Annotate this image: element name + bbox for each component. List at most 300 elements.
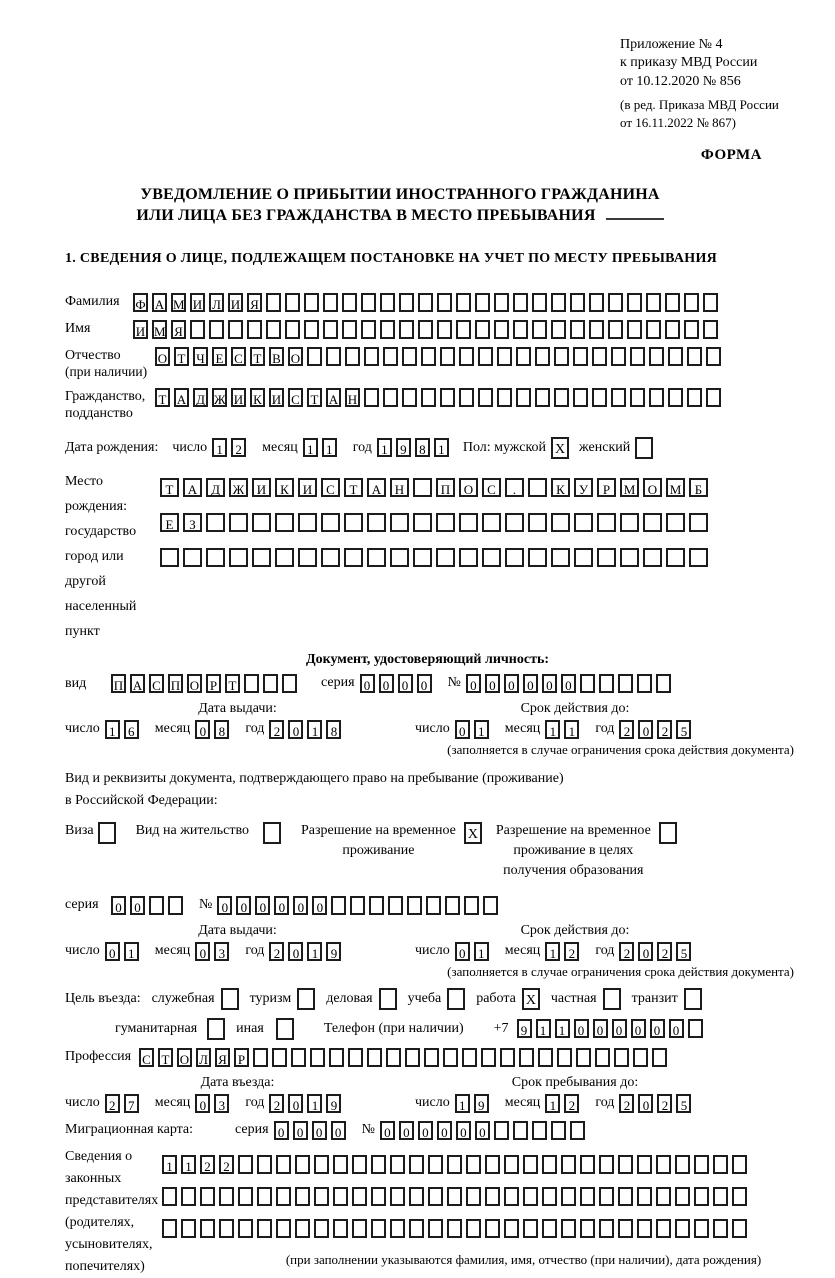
form-cell[interactable]	[608, 320, 623, 339]
form-cell[interactable]	[551, 293, 566, 312]
form-cell[interactable]	[275, 548, 294, 567]
form-cell[interactable]: И	[298, 478, 317, 497]
residence-valid-year-cells[interactable]	[619, 942, 695, 961]
form-cell[interactable]	[285, 293, 300, 312]
firstname-cells[interactable]	[133, 320, 722, 339]
form-cell[interactable]: 0	[650, 1019, 665, 1038]
form-cell[interactable]: 1	[212, 438, 227, 457]
form-cell[interactable]	[665, 320, 680, 339]
form-cell[interactable]	[304, 293, 319, 312]
form-cell[interactable]	[475, 293, 490, 312]
form-cell[interactable]: 0	[418, 1121, 433, 1140]
form-cell[interactable]: С	[231, 347, 246, 366]
form-cell[interactable]	[732, 1155, 747, 1174]
form-cell[interactable]: О	[459, 478, 478, 497]
form-cell[interactable]	[459, 388, 474, 407]
form-cell[interactable]: 0	[274, 1121, 289, 1140]
form-cell[interactable]	[675, 1219, 690, 1238]
form-cell[interactable]	[637, 674, 652, 693]
form-cell[interactable]: 1	[124, 942, 139, 961]
form-cell[interactable]	[497, 388, 512, 407]
form-cell[interactable]	[314, 1155, 329, 1174]
form-cell[interactable]	[371, 1155, 386, 1174]
form-cell[interactable]	[364, 347, 379, 366]
form-cell[interactable]	[257, 1155, 272, 1174]
birth-day-cells[interactable]	[212, 438, 250, 457]
form-cell[interactable]	[637, 1155, 652, 1174]
form-cell[interactable]	[580, 674, 595, 693]
form-cell[interactable]	[282, 674, 297, 693]
form-cell[interactable]: Б	[689, 478, 708, 497]
checkbox-cell[interactable]	[263, 822, 281, 844]
form-cell[interactable]	[684, 320, 699, 339]
form-cell[interactable]	[513, 320, 528, 339]
form-cell[interactable]	[627, 320, 642, 339]
form-cell[interactable]: 0	[195, 942, 210, 961]
form-cell[interactable]	[244, 674, 259, 693]
form-cell[interactable]	[407, 896, 422, 915]
form-cell[interactable]	[528, 478, 547, 497]
form-cell[interactable]: 0	[669, 1019, 684, 1038]
form-cell[interactable]: Р	[597, 478, 616, 497]
form-cell[interactable]	[618, 1219, 633, 1238]
form-cell[interactable]	[656, 1187, 671, 1206]
form-cell[interactable]	[652, 1048, 667, 1067]
form-cell[interactable]: Я	[215, 1048, 230, 1067]
form-cell[interactable]	[646, 293, 661, 312]
form-cell[interactable]	[459, 548, 478, 567]
form-cell[interactable]	[675, 1155, 690, 1174]
form-cell[interactable]: 1	[474, 720, 489, 739]
form-cell[interactable]	[443, 1048, 458, 1067]
form-cell[interactable]: Д	[193, 388, 208, 407]
form-cell[interactable]	[436, 548, 455, 567]
form-cell[interactable]	[426, 896, 441, 915]
form-cell[interactable]	[285, 320, 300, 339]
form-cell[interactable]	[689, 548, 708, 567]
form-cell[interactable]	[183, 548, 202, 567]
gender-female-checkbox[interactable]	[635, 437, 653, 459]
form-cell[interactable]: 1	[377, 438, 392, 457]
checkbox-cell[interactable]	[276, 1018, 294, 1040]
form-cell[interactable]: 1	[564, 720, 579, 739]
form-cell[interactable]	[523, 1155, 538, 1174]
form-cell[interactable]: 2	[200, 1155, 215, 1174]
form-cell[interactable]	[462, 1048, 477, 1067]
form-cell[interactable]: 0	[380, 1121, 395, 1140]
form-cell[interactable]	[482, 513, 501, 532]
form-cell[interactable]	[630, 347, 645, 366]
form-cell[interactable]	[399, 293, 414, 312]
form-cell[interactable]	[694, 1155, 709, 1174]
form-cell[interactable]	[494, 320, 509, 339]
form-cell[interactable]	[386, 1048, 401, 1067]
form-cell[interactable]	[200, 1187, 215, 1206]
form-cell[interactable]	[352, 1187, 367, 1206]
form-cell[interactable]: Л	[209, 293, 224, 312]
purpose-transit-checkbox[interactable]	[684, 988, 702, 1010]
form-cell[interactable]	[656, 1219, 671, 1238]
form-cell[interactable]: У	[574, 478, 593, 497]
form-cell[interactable]	[276, 1155, 291, 1174]
form-cell[interactable]	[684, 293, 699, 312]
form-cell[interactable]	[570, 1121, 585, 1140]
form-cell[interactable]	[437, 293, 452, 312]
form-cell[interactable]	[656, 1155, 671, 1174]
form-cell[interactable]: 1	[181, 1155, 196, 1174]
form-cell[interactable]	[597, 548, 616, 567]
form-cell[interactable]: 8	[415, 438, 430, 457]
representatives-row2[interactable]	[162, 1187, 751, 1206]
residence-valid-month-cells[interactable]	[545, 942, 583, 961]
form-cell[interactable]: А	[367, 478, 386, 497]
checkbox-cell[interactable]	[635, 437, 653, 459]
form-cell[interactable]	[561, 1155, 576, 1174]
form-cell[interactable]	[513, 293, 528, 312]
form-cell[interactable]	[367, 548, 386, 567]
form-cell[interactable]	[409, 1219, 424, 1238]
valid-month-cells[interactable]	[545, 720, 583, 739]
form-cell[interactable]: П	[111, 674, 126, 693]
form-cell[interactable]	[329, 1048, 344, 1067]
form-cell[interactable]: 0	[312, 1121, 327, 1140]
form-cell[interactable]: 1	[307, 942, 322, 961]
form-cell[interactable]: Т	[174, 347, 189, 366]
form-cell[interactable]: В	[269, 347, 284, 366]
form-cell[interactable]: 1	[474, 942, 489, 961]
form-cell[interactable]: 3	[214, 942, 229, 961]
form-cell[interactable]: 1	[434, 438, 449, 457]
form-cell[interactable]	[504, 1155, 519, 1174]
form-cell[interactable]	[190, 320, 205, 339]
valid-year-cells[interactable]	[619, 720, 695, 739]
form-cell[interactable]	[209, 320, 224, 339]
purpose-tourism-checkbox[interactable]	[297, 988, 315, 1010]
form-cell[interactable]: Д	[206, 478, 225, 497]
form-cell[interactable]	[380, 320, 395, 339]
birth-month-cells[interactable]	[303, 438, 341, 457]
entry-year-cells[interactable]	[269, 1094, 345, 1113]
form-cell[interactable]	[494, 293, 509, 312]
purpose-private-checkbox[interactable]	[603, 988, 621, 1010]
form-cell[interactable]: 0	[638, 720, 653, 739]
purpose-work-checkbox[interactable]	[522, 988, 540, 1010]
form-cell[interactable]: 0	[360, 674, 375, 693]
form-cell[interactable]: Ж	[229, 478, 248, 497]
form-cell[interactable]: 2	[564, 1094, 579, 1113]
form-cell[interactable]	[643, 548, 662, 567]
form-cell[interactable]	[665, 293, 680, 312]
form-cell[interactable]	[504, 1219, 519, 1238]
form-cell[interactable]	[361, 320, 376, 339]
doc-kind-cells[interactable]	[111, 674, 301, 693]
form-cell[interactable]	[485, 1155, 500, 1174]
surname-cells[interactable]	[133, 293, 722, 312]
checkbox-cell[interactable]	[297, 988, 315, 1010]
form-cell[interactable]	[333, 1155, 348, 1174]
form-cell[interactable]	[160, 548, 179, 567]
form-cell[interactable]	[523, 1219, 538, 1238]
form-cell[interactable]	[402, 347, 417, 366]
form-cell[interactable]	[713, 1219, 728, 1238]
form-cell[interactable]	[589, 293, 604, 312]
form-cell[interactable]: И	[228, 293, 243, 312]
form-cell[interactable]	[466, 1155, 481, 1174]
form-cell[interactable]	[618, 1187, 633, 1206]
form-cell[interactable]: С	[321, 478, 340, 497]
form-cell[interactable]	[646, 320, 661, 339]
checkbox-cell[interactable]	[221, 988, 239, 1010]
form-cell[interactable]	[383, 347, 398, 366]
form-cell[interactable]: С	[288, 388, 303, 407]
form-cell[interactable]	[551, 548, 570, 567]
form-cell[interactable]: 5	[676, 720, 691, 739]
form-cell[interactable]: 1	[545, 720, 560, 739]
form-cell[interactable]	[561, 1187, 576, 1206]
form-cell[interactable]	[219, 1187, 234, 1206]
form-cell[interactable]: 0	[638, 1094, 653, 1113]
form-cell[interactable]	[413, 478, 432, 497]
checkbox-cell[interactable]	[207, 1018, 225, 1040]
form-cell[interactable]: 0	[293, 1121, 308, 1140]
form-cell[interactable]	[570, 293, 585, 312]
form-cell[interactable]	[570, 320, 585, 339]
form-cell[interactable]	[367, 1048, 382, 1067]
form-cell[interactable]: М	[620, 478, 639, 497]
form-cell[interactable]: 0	[612, 1019, 627, 1038]
form-cell[interactable]	[276, 1219, 291, 1238]
form-cell[interactable]	[447, 1219, 462, 1238]
form-cell[interactable]: 0	[638, 942, 653, 961]
form-cell[interactable]	[257, 1187, 272, 1206]
form-cell[interactable]: 0	[399, 1121, 414, 1140]
form-cell[interactable]: Я	[247, 293, 262, 312]
birth-place-row3[interactable]	[160, 548, 712, 567]
form-cell[interactable]	[344, 513, 363, 532]
form-cell[interactable]: 0	[379, 674, 394, 693]
form-cell[interactable]: М	[666, 478, 685, 497]
form-cell[interactable]	[656, 674, 671, 693]
form-cell[interactable]	[643, 513, 662, 532]
form-cell[interactable]	[713, 1187, 728, 1206]
form-cell[interactable]	[589, 320, 604, 339]
form-cell[interactable]	[542, 1187, 557, 1206]
form-cell[interactable]: Ф	[133, 293, 148, 312]
form-cell[interactable]	[689, 513, 708, 532]
form-cell[interactable]	[380, 293, 395, 312]
form-cell[interactable]	[542, 1155, 557, 1174]
form-cell[interactable]	[466, 1219, 481, 1238]
form-cell[interactable]	[478, 388, 493, 407]
form-cell[interactable]	[413, 513, 432, 532]
purpose-study-checkbox[interactable]	[447, 988, 465, 1010]
form-cell[interactable]	[557, 1048, 572, 1067]
form-cell[interactable]	[405, 1048, 420, 1067]
form-cell[interactable]: С	[139, 1048, 154, 1067]
form-cell[interactable]	[574, 548, 593, 567]
form-cell[interactable]: 0	[312, 896, 327, 915]
form-cell[interactable]	[333, 1187, 348, 1206]
form-cell[interactable]	[272, 1048, 287, 1067]
form-cell[interactable]	[666, 513, 685, 532]
valid-day-cells[interactable]	[455, 720, 493, 739]
form-cell[interactable]	[229, 513, 248, 532]
form-cell[interactable]	[497, 347, 512, 366]
form-cell[interactable]	[504, 1187, 519, 1206]
form-cell[interactable]	[580, 1155, 595, 1174]
form-cell[interactable]: 0	[331, 1121, 346, 1140]
form-cell[interactable]	[409, 1187, 424, 1206]
form-cell[interactable]: 1	[162, 1155, 177, 1174]
form-cell[interactable]	[371, 1219, 386, 1238]
form-cell[interactable]	[437, 320, 452, 339]
form-cell[interactable]	[551, 513, 570, 532]
form-cell[interactable]	[257, 1219, 272, 1238]
form-cell[interactable]: Т	[307, 388, 322, 407]
temporary-residence-education-checkbox[interactable]	[659, 822, 677, 844]
form-cell[interactable]: Л	[196, 1048, 211, 1067]
form-cell[interactable]	[348, 1048, 363, 1067]
residence-issue-day-cells[interactable]	[105, 942, 143, 961]
form-cell[interactable]	[630, 388, 645, 407]
form-cell[interactable]: 0	[105, 942, 120, 961]
form-cell[interactable]: С	[482, 478, 501, 497]
form-cell[interactable]: 2	[619, 942, 634, 961]
form-cell[interactable]	[554, 347, 569, 366]
form-cell[interactable]: 2	[564, 942, 579, 961]
form-cell[interactable]: 9	[326, 942, 341, 961]
form-cell[interactable]: 0	[523, 674, 538, 693]
form-cell[interactable]	[611, 388, 626, 407]
representatives-row3[interactable]	[162, 1219, 751, 1238]
form-cell[interactable]: 0	[288, 720, 303, 739]
form-cell[interactable]	[162, 1219, 177, 1238]
form-cell[interactable]: 0	[574, 1019, 589, 1038]
form-cell[interactable]: А	[174, 388, 189, 407]
form-cell[interactable]	[466, 1187, 481, 1206]
form-cell[interactable]: К	[275, 478, 294, 497]
form-cell[interactable]	[620, 513, 639, 532]
form-cell[interactable]: О	[177, 1048, 192, 1067]
form-cell[interactable]: А	[183, 478, 202, 497]
form-cell[interactable]	[478, 347, 493, 366]
form-cell[interactable]	[344, 548, 363, 567]
form-cell[interactable]: 0	[485, 674, 500, 693]
form-cell[interactable]	[390, 1155, 405, 1174]
form-cell[interactable]: И	[269, 388, 284, 407]
form-cell[interactable]	[703, 320, 718, 339]
form-cell[interactable]	[295, 1219, 310, 1238]
phone-cells[interactable]	[517, 1019, 707, 1038]
doc-number-cells[interactable]	[466, 674, 675, 693]
doc-series-cells[interactable]	[360, 674, 436, 693]
form-cell[interactable]	[181, 1219, 196, 1238]
form-cell[interactable]: 0	[542, 674, 557, 693]
form-cell[interactable]: 2	[657, 1094, 672, 1113]
form-cell[interactable]	[483, 896, 498, 915]
form-cell[interactable]	[485, 1219, 500, 1238]
form-cell[interactable]	[687, 388, 702, 407]
form-cell[interactable]	[428, 1219, 443, 1238]
form-cell[interactable]: М	[152, 320, 167, 339]
form-cell[interactable]	[505, 548, 524, 567]
form-cell[interactable]	[633, 1048, 648, 1067]
form-cell[interactable]	[688, 1019, 703, 1038]
issue-year-cells[interactable]	[269, 720, 345, 739]
visa-checkbox[interactable]	[98, 822, 116, 844]
form-cell[interactable]	[551, 1121, 566, 1140]
form-cell[interactable]: П	[436, 478, 455, 497]
form-cell[interactable]	[445, 896, 460, 915]
form-cell[interactable]	[440, 388, 455, 407]
form-cell[interactable]	[535, 347, 550, 366]
form-cell[interactable]: 2	[657, 720, 672, 739]
form-cell[interactable]	[421, 388, 436, 407]
form-cell[interactable]	[228, 320, 243, 339]
residence-issue-year-cells[interactable]	[269, 942, 345, 961]
form-cell[interactable]: 2	[269, 720, 284, 739]
form-cell[interactable]: 0	[455, 942, 470, 961]
form-cell[interactable]	[732, 1219, 747, 1238]
form-cell[interactable]	[168, 896, 183, 915]
form-cell[interactable]: 1	[455, 1094, 470, 1113]
form-cell[interactable]: 2	[219, 1155, 234, 1174]
entry-day-cells[interactable]	[105, 1094, 143, 1113]
form-cell[interactable]	[516, 347, 531, 366]
representatives-row1[interactable]	[162, 1155, 751, 1174]
form-cell[interactable]	[464, 896, 479, 915]
form-cell[interactable]	[321, 548, 340, 567]
form-cell[interactable]: И	[190, 293, 205, 312]
form-cell[interactable]	[668, 388, 683, 407]
migration-card-series-cells[interactable]	[274, 1121, 350, 1140]
form-cell[interactable]: С	[149, 674, 164, 693]
form-cell[interactable]: О	[288, 347, 303, 366]
form-cell[interactable]: 8	[214, 720, 229, 739]
form-cell[interactable]	[342, 320, 357, 339]
migration-card-number-cells[interactable]	[380, 1121, 589, 1140]
form-cell[interactable]	[350, 896, 365, 915]
form-cell[interactable]: 2	[619, 1094, 634, 1113]
form-cell[interactable]	[418, 293, 433, 312]
form-cell[interactable]	[668, 347, 683, 366]
form-cell[interactable]	[687, 347, 702, 366]
form-cell[interactable]	[314, 1219, 329, 1238]
form-cell[interactable]	[703, 293, 718, 312]
form-cell[interactable]	[352, 1219, 367, 1238]
form-cell[interactable]	[310, 1048, 325, 1067]
form-cell[interactable]	[505, 513, 524, 532]
form-cell[interactable]	[402, 388, 417, 407]
form-cell[interactable]: 0	[217, 896, 232, 915]
patronymic-cells[interactable]	[155, 347, 725, 366]
form-cell[interactable]: 9	[474, 1094, 489, 1113]
form-cell[interactable]	[694, 1187, 709, 1206]
form-cell[interactable]: О	[155, 347, 170, 366]
residence-series-cells[interactable]	[111, 896, 187, 915]
form-cell[interactable]: Р	[206, 674, 221, 693]
form-cell[interactable]	[561, 1219, 576, 1238]
form-cell[interactable]: 0	[195, 1094, 210, 1113]
purpose-official-checkbox[interactable]	[221, 988, 239, 1010]
form-cell[interactable]: К	[551, 478, 570, 497]
form-cell[interactable]	[266, 320, 281, 339]
form-cell[interactable]	[424, 1048, 439, 1067]
form-cell[interactable]: 1	[105, 720, 120, 739]
form-cell[interactable]	[390, 1219, 405, 1238]
form-cell[interactable]	[485, 1187, 500, 1206]
issue-month-cells[interactable]	[195, 720, 233, 739]
